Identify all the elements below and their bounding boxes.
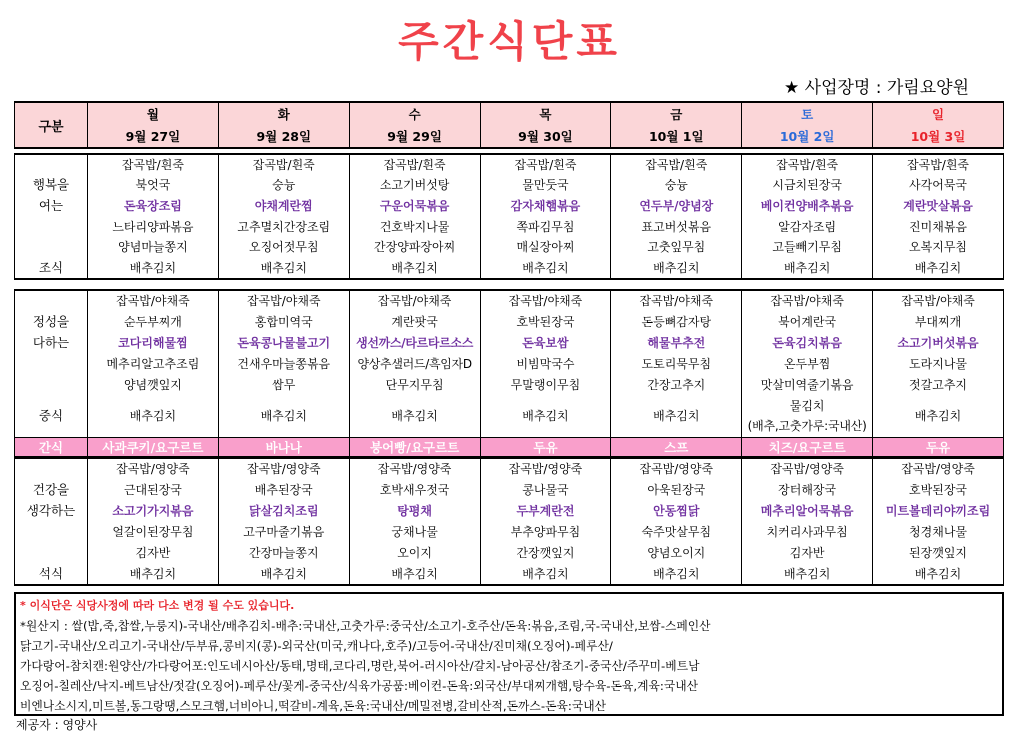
menu-cell: 얼갈이된장무침 xyxy=(88,522,219,543)
menu-cell: 호박된장국 xyxy=(873,479,1004,500)
menu-cell: 무말랭이무침 xyxy=(480,374,611,395)
day-date: 10월 2일 xyxy=(742,125,873,148)
day-name: 토 xyxy=(742,102,873,125)
menu-cell: 오징어젓무침 xyxy=(218,237,349,258)
day-date: 9월 28일 xyxy=(218,125,349,148)
menu-cell: 잡곡밥/야채죽 xyxy=(349,290,480,311)
menu-cell: 맛살미역줄기볶음 xyxy=(742,374,873,395)
menu-cell-main: 계란맛살볶음 xyxy=(873,196,1004,217)
menu-cell: 온두부찜 xyxy=(742,353,873,374)
menu-cell: 양념마늘쫑지 xyxy=(88,237,219,258)
menu-cell: 콩나물국 xyxy=(480,479,611,500)
menu-cell: 매실장아찌 xyxy=(480,237,611,258)
meal-label xyxy=(15,543,88,564)
day-date: 9월 30일 xyxy=(480,125,611,148)
menu-cell: 배추김치 xyxy=(873,564,1004,585)
menu-cell: 배추김치 xyxy=(218,258,349,279)
change-warning: * 이식단은 식당사정에 따라 다소 변경 될 수도 있습니다. xyxy=(20,599,295,612)
menu-cell: 치커리사과무침 xyxy=(742,522,873,543)
menu-cell: 간장양파장아찌 xyxy=(349,237,480,258)
menu-cell-main: 돈육콩나물불고기 xyxy=(218,332,349,353)
menu-cell-main: 탕평채 xyxy=(349,500,480,521)
menu-cell: 부대찌개 xyxy=(873,311,1004,332)
menu-cell: 배추김치 xyxy=(88,564,219,585)
menu-cell: 쪽파김무침 xyxy=(480,216,611,237)
menu-cell: 배추김치 xyxy=(873,258,1004,279)
menu-cell: 쌈무 xyxy=(218,374,349,395)
snack-cell: 바나나 xyxy=(218,437,349,457)
menu-cell: 배추김치 xyxy=(349,564,480,585)
menu-cell: 아욱된장국 xyxy=(611,479,742,500)
menu-cell: 홍합미역국 xyxy=(218,311,349,332)
menu-cell: 시금치된장국 xyxy=(742,175,873,196)
menu-cell: 배추김치 xyxy=(88,258,219,279)
menu-cell: 잡곡밥/야채죽 xyxy=(88,290,219,311)
day-name: 수 xyxy=(349,102,480,125)
menu-cell: 잡곡밥/야채죽 xyxy=(742,290,873,311)
day-name: 월 xyxy=(88,102,219,125)
menu-cell: 배추김치 xyxy=(480,564,611,585)
dinner-table xyxy=(14,457,1004,586)
menu-cell: 잡곡밥/영양죽 xyxy=(742,458,873,479)
menu-cell: 건새우마늘쫑볶음 xyxy=(218,353,349,374)
menu-cell: 고구마줄기볶음 xyxy=(218,522,349,543)
menu-cell: 돈등뼈감자탕 xyxy=(611,311,742,332)
menu-cell-main: 미트볼데리야끼조림 xyxy=(873,500,1004,521)
menu-cell: 소고기버섯탕 xyxy=(349,175,480,196)
menu-cell: 양념오이지 xyxy=(611,543,742,564)
snack-cell: 두유 xyxy=(873,437,1004,457)
menu-cell: 김자반 xyxy=(88,543,219,564)
meal-label: 건강을 xyxy=(15,479,88,500)
snack-cell: 스프 xyxy=(611,437,742,457)
menu-cell-main: 감자채햄볶음 xyxy=(480,196,611,217)
snack-label: 간식 xyxy=(15,437,88,457)
menu-cell: 사각어묵국 xyxy=(873,175,1004,196)
meal-label: 정성을 xyxy=(15,311,88,332)
menu-cell: 잡곡밥/영양죽 xyxy=(218,458,349,479)
menu-cell: 잡곡밥/흰죽 xyxy=(349,154,480,175)
menu-cell: 배추김치 xyxy=(218,564,349,585)
menu-cell-main: 두부계란전 xyxy=(480,500,611,521)
menu-cell: 배추김치 xyxy=(742,258,873,279)
menu-cell: 고춧잎무침 xyxy=(611,237,742,258)
menu-cell: 숭늉 xyxy=(611,175,742,196)
menu-cell-main: 소고기버섯볶음 xyxy=(873,332,1004,353)
menu-cell: 잡곡밥/야채죽 xyxy=(218,290,349,311)
menu-cell: 배추김치 xyxy=(480,258,611,279)
day-name: 목 xyxy=(480,102,611,125)
menu-cell: 고들빼기무침 xyxy=(742,237,873,258)
menu-cell: 호박된장국 xyxy=(480,311,611,332)
menu-cell-main: 생선까스/타르타르소스 xyxy=(349,332,480,353)
menu-cell: 잡곡밥/영양죽 xyxy=(349,458,480,479)
origin-line: 비엔나소시지,미트볼,동그랑땡,스모크햄,너비아니,떡갈비-계육,돈육:국내산/메밀전병,갈비산적,돈까스-돈육:국내산 xyxy=(20,699,607,713)
menu-cell: 물김치 xyxy=(742,395,873,416)
meal-label xyxy=(15,353,88,374)
provider: 제공자 : 영양사 xyxy=(16,718,98,732)
menu-cell: 배추김치 xyxy=(218,395,349,437)
menu-cell: 잡곡밥/영양죽 xyxy=(88,458,219,479)
menu-cell-main: 닭살김치조림 xyxy=(218,500,349,521)
menu-cell: 순두부찌개 xyxy=(88,311,219,332)
menu-cell: 진미채볶음 xyxy=(873,216,1004,237)
menu-cell: 배추김치 xyxy=(742,564,873,585)
meal-label: 다하는 xyxy=(15,332,88,353)
origin-line: 오징어-칠레산/낙지-베트남산/젓갈(오징어)-페루산/꽃게-중국산/식육가공품:베이컨-돈육:외국산/부대찌개햄,탕수육-돈육,계육:국내산 xyxy=(20,679,699,693)
meal-label: 석식 xyxy=(15,564,88,585)
menu-cell: 간장마늘쫑지 xyxy=(218,543,349,564)
menu-cell: 잡곡밥/영양죽 xyxy=(873,458,1004,479)
menu-cell: 부추양파무침 xyxy=(480,522,611,543)
menu-cell: 배추김치 xyxy=(480,395,611,437)
menu-cell: 잡곡밥/흰죽 xyxy=(218,154,349,175)
meal-label: 생각하는 xyxy=(15,500,88,521)
menu-cell: 알감자조림 xyxy=(742,216,873,237)
menu-cell: 숭늉 xyxy=(218,175,349,196)
origin-line: 가다랑어-참치캔:원양산/가다랑어포:인도네시아산/동태,명태,코다리,명란,북어-러시아산/갈치-남아공산/참조기-중국산/주꾸미-베트남 xyxy=(20,659,700,673)
meal-label xyxy=(15,374,88,395)
menu-cell: 잡곡밥/흰죽 xyxy=(611,154,742,175)
snack-cell: 사과쿠키/요구르트 xyxy=(88,437,219,457)
menu-cell: 배추김치 xyxy=(349,395,480,437)
menu-cell: 비빔막국수 xyxy=(480,353,611,374)
menu-cell-main: 돈육장조림 xyxy=(88,196,219,217)
menu-cell: 배추김치 xyxy=(349,258,480,279)
menu-cell: 잡곡밥/흰죽 xyxy=(88,154,219,175)
menu-cell-main: 돈육보쌈 xyxy=(480,332,611,353)
day-date: 10월 3일 xyxy=(873,125,1004,148)
menu-cell: 간장깻잎지 xyxy=(480,543,611,564)
day-date: 9월 27일 xyxy=(88,125,219,148)
meal-label xyxy=(15,290,88,311)
menu-cell: 북어계란국 xyxy=(742,311,873,332)
menu-cell: 오이지 xyxy=(349,543,480,564)
menu-cell: 잡곡밥/영양죽 xyxy=(480,458,611,479)
origin-note-cell: (배추,고춧가루:국내산) xyxy=(742,416,873,437)
menu-cell: 배추된장국 xyxy=(218,479,349,500)
meal-label xyxy=(15,458,88,479)
day-name: 일 xyxy=(873,102,1004,125)
menu-cell: 배추김치 xyxy=(611,564,742,585)
menu-cell: 젓갈고추지 xyxy=(873,374,1004,395)
meal-label: 여는 xyxy=(15,196,88,217)
day-name: 금 xyxy=(611,102,742,125)
menu-cell-main: 안동찜닭 xyxy=(611,500,742,521)
menu-cell: 김자반 xyxy=(742,543,873,564)
day-date: 9월 29일 xyxy=(349,125,480,148)
menu-cell: 양상추샐러드/흑임자D xyxy=(349,353,480,374)
menu-cell: 된장깻잎지 xyxy=(873,543,1004,564)
meal-label: 중식 xyxy=(15,395,88,437)
menu-cell: 잡곡밥/야채죽 xyxy=(480,290,611,311)
menu-cell-main: 해물부추전 xyxy=(611,332,742,353)
menu-cell: 잡곡밥/영양죽 xyxy=(611,458,742,479)
menu-cell: 청경채나물 xyxy=(873,522,1004,543)
menu-cell: 오복지무침 xyxy=(873,237,1004,258)
menu-cell: 단무지무침 xyxy=(349,374,480,395)
menu-cell: 배추김치 xyxy=(611,395,742,437)
menu-cell-main: 구운어묵볶음 xyxy=(349,196,480,217)
menu-cell: 북엇국 xyxy=(88,175,219,196)
menu-cell: 간장고추지 xyxy=(611,374,742,395)
snack-cell: 붕어빵/요구르트 xyxy=(349,437,480,457)
meal-label: 행복을 xyxy=(15,175,88,196)
menu-cell-main: 메추리알어묵볶음 xyxy=(742,500,873,521)
menu-cell: 잡곡밥/흰죽 xyxy=(873,154,1004,175)
page-title: 주간식단표 xyxy=(398,17,621,66)
meal-label xyxy=(15,522,88,543)
breakfast-table xyxy=(14,153,1004,280)
menu-cell: 배추김치 xyxy=(873,395,1004,437)
menu-cell-main: 야채계란찜 xyxy=(218,196,349,217)
meal-label xyxy=(15,154,88,175)
menu-cell: 물만둣국 xyxy=(480,175,611,196)
menu-cell: 양념깻잎지 xyxy=(88,374,219,395)
menu-cell: 배추김치 xyxy=(88,395,219,437)
meal-label xyxy=(15,216,88,237)
business-name: ★ 사업장명 : 가림요양원 xyxy=(784,78,969,98)
menu-cell-main: 베이컨양배추볶음 xyxy=(742,196,873,217)
menu-cell: 고추멸치간장조림 xyxy=(218,216,349,237)
menu-cell: 궁채나물 xyxy=(349,522,480,543)
menu-cell: 숙주맛살무침 xyxy=(611,522,742,543)
menu-cell-main: 연두부/양념장 xyxy=(611,196,742,217)
snack-cell: 치즈/요구르트 xyxy=(742,437,873,457)
menu-cell: 메추리알고추조림 xyxy=(88,353,219,374)
menu-cell: 잡곡밥/야채죽 xyxy=(873,290,1004,311)
menu-cell-main: 코다리해물찜 xyxy=(88,332,219,353)
menu-cell: 장터해장국 xyxy=(742,479,873,500)
menu-cell: 근대된장국 xyxy=(88,479,219,500)
menu-cell: 잡곡밥/흰죽 xyxy=(742,154,873,175)
meal-label xyxy=(15,237,88,258)
menu-cell: 계란팟국 xyxy=(349,311,480,332)
menu-cell: 도라지나물 xyxy=(873,353,1004,374)
menu-cell: 표고버섯볶음 xyxy=(611,216,742,237)
menu-cell-main: 돈육김치볶음 xyxy=(742,332,873,353)
menu-cell: 잡곡밥/야채죽 xyxy=(611,290,742,311)
menu-cell: 도토리묵무침 xyxy=(611,353,742,374)
origin-line: 닭고기-국내산/오리고기-국내산/두부류,콩비지(콩)-외국산(미국,캐나다,호주)/고등어-국내산/진미채(오징어)-페루산/ xyxy=(20,639,613,653)
snack-cell: 두유 xyxy=(480,437,611,457)
lunch-table xyxy=(14,289,1004,458)
menu-cell: 느타리양파볶음 xyxy=(88,216,219,237)
origin-line: *원산지 : 쌀(밥,죽,찹쌀,누룽지)-국내산/배추김치-배추:국내산,고춧가루:중국산/소고기-호주산/돈육:볶음,조림,국-국내산,보쌈-스페인산 xyxy=(20,619,711,633)
meal-label: 조식 xyxy=(15,258,88,279)
menu-cell: 배추김치 xyxy=(611,258,742,279)
menu-cell: 잡곡밥/흰죽 xyxy=(480,154,611,175)
day-name: 화 xyxy=(218,102,349,125)
header-table xyxy=(14,101,1004,149)
header-gubun: 구분 xyxy=(15,102,88,148)
day-date: 10월 1일 xyxy=(611,125,742,148)
menu-cell-main: 소고기가지볶음 xyxy=(88,500,219,521)
menu-cell: 건호박지나물 xyxy=(349,216,480,237)
menu-cell: 호박새우젓국 xyxy=(349,479,480,500)
notes-box xyxy=(14,592,1004,716)
